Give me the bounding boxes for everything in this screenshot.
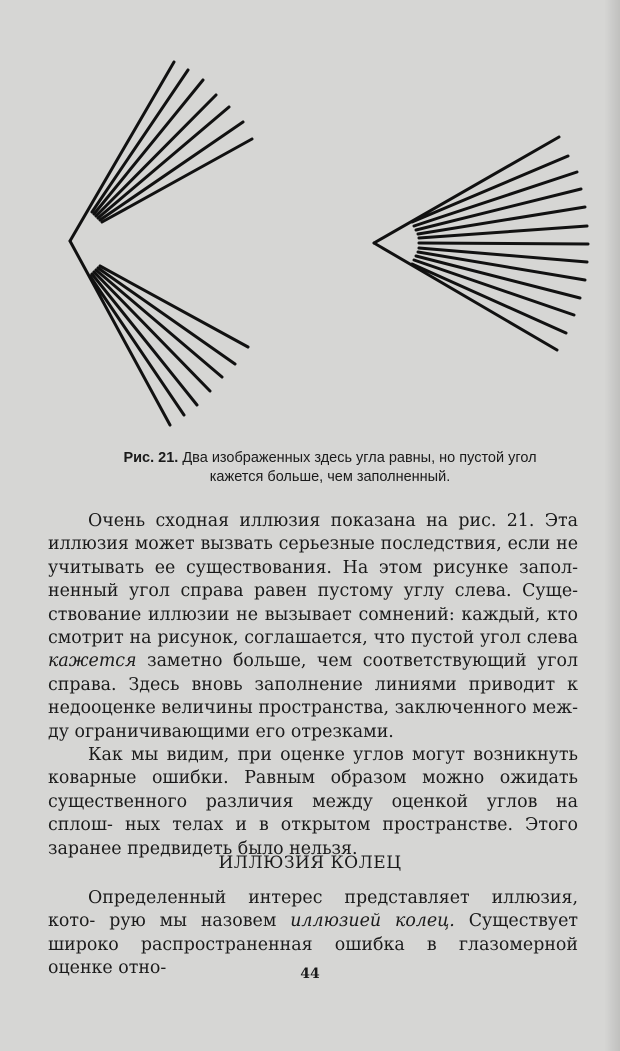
left-upper-fan-line (94, 80, 203, 214)
caption-label: Рис. 21. (123, 450, 179, 466)
text-line: коварные ошибки. Равным образом можно ожидать (48, 768, 578, 789)
text-line: рую мы назовем (109, 911, 291, 932)
right-fan-line (419, 243, 588, 244)
left-lower-fan-line (92, 274, 197, 405)
text-line: ных телах и в открытом пространстве. Этого заранее (48, 815, 578, 859)
text-line: учитывать ее существования. На этом рисунке запол- (48, 557, 578, 578)
text-line: ненный угол справа равен пустому углу слева. Суще- (48, 581, 578, 602)
text-line: распространенная ошибка в глазомерной оценке отно- (48, 934, 578, 979)
page-number: 44 (300, 966, 320, 982)
text-line: заметно больше, чем соответствующий угол (136, 651, 578, 672)
left-lower-fan-line (94, 272, 210, 391)
text-line: Определенный интерес представляет иллюзия, кото- (48, 888, 578, 932)
right-fan-line (414, 172, 577, 226)
angle-illusion-figure (0, 0, 620, 440)
text-line: недооценке величины пространства, заключенного меж- (48, 698, 578, 719)
text-line: ствование иллюзии не вызывает сомнений: каждый, кто (48, 604, 578, 625)
text-line: иллюзия может вызвать серьезные последствия, если не (48, 534, 578, 555)
paragraph-2 (48, 744, 578, 861)
text-line: существенного различия между оценкой углов на сплош- (48, 791, 578, 836)
caption-line (60, 449, 600, 468)
figure-caption (60, 449, 600, 487)
emphasis-word: кажется (48, 651, 137, 672)
section-heading: ИЛЛЮЗИЯ КОЛЕЦ (218, 853, 402, 873)
caption-line: кажется больше, чем заполненный. (209, 469, 451, 485)
text-line: справа. Здесь вновь заполнение линиями приводит к (48, 674, 578, 695)
text-line: Очень сходная иллюзия показана на рис. 21. Эта (88, 511, 578, 531)
left-upper-fan-line (92, 70, 188, 212)
caption-text: Два изображенных здесь угла равны, но пустой угол (182, 450, 537, 466)
left-upper-fan-line (96, 95, 216, 216)
text-line: предвидеть было нельзя. (127, 838, 358, 859)
paragraph-1 (48, 510, 578, 744)
right-fan-line (419, 226, 587, 238)
right-fan-line (418, 207, 585, 234)
right-fan-line (414, 260, 574, 315)
emphasis-term: иллюзией колец. (290, 911, 455, 932)
text-line: Как мы видим, при оценке углов могут возникнуть (88, 745, 578, 766)
text-line: ду ограничивающими его отрезками. (48, 721, 394, 742)
text-line: смотрит на рисунок, соглашается, что пустой угол слева (48, 628, 578, 649)
main-text (48, 510, 578, 861)
text-line: Существует широко (48, 911, 578, 955)
